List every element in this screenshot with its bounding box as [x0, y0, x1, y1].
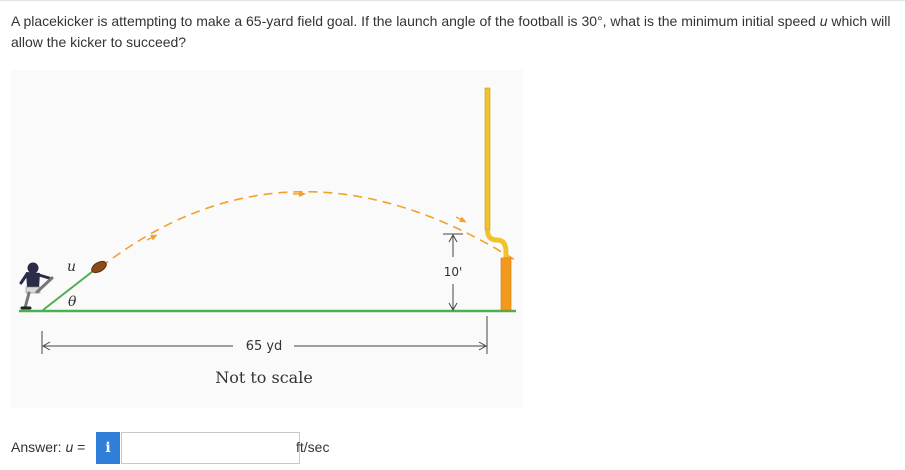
field-goal-figure [11, 70, 523, 408]
info-button[interactable] [96, 432, 120, 464]
trajectory-arrow [147, 236, 155, 240]
height-label: 10' [443, 265, 463, 279]
distance-label: 65 yd [245, 339, 283, 354]
field-goal-diagram [11, 70, 523, 408]
answer-label [11, 439, 85, 455]
answer-label-variable: u [65, 439, 74, 455]
question-text-part-1: A placekicker is attempting to make a 65-yard field goal. If the launch angle of the football is 30°, what is the minimum initial speed [11, 13, 820, 29]
answer-label-suffix: = [73, 439, 86, 455]
unit-label: ft/sec [296, 439, 330, 455]
kicker-figure-icon [21, 263, 52, 309]
answer-label-prefix: Answer: [11, 439, 66, 455]
question-text [11, 11, 891, 53]
question-text-part-2: which will allow the kicker to succeed? [11, 13, 891, 50]
angle-symbol: θ [68, 294, 77, 310]
answer-row [11, 432, 511, 464]
figure-caption: Not to scale [215, 368, 313, 387]
trajectory-arrow [456, 217, 464, 221]
answer-input[interactable] [121, 432, 300, 464]
info-icon: i [105, 440, 111, 456]
goalpost-icon [485, 88, 511, 310]
question-variable: u [819, 13, 828, 29]
top-divider [0, 0, 905, 1]
speed-symbol: u [67, 259, 77, 275]
